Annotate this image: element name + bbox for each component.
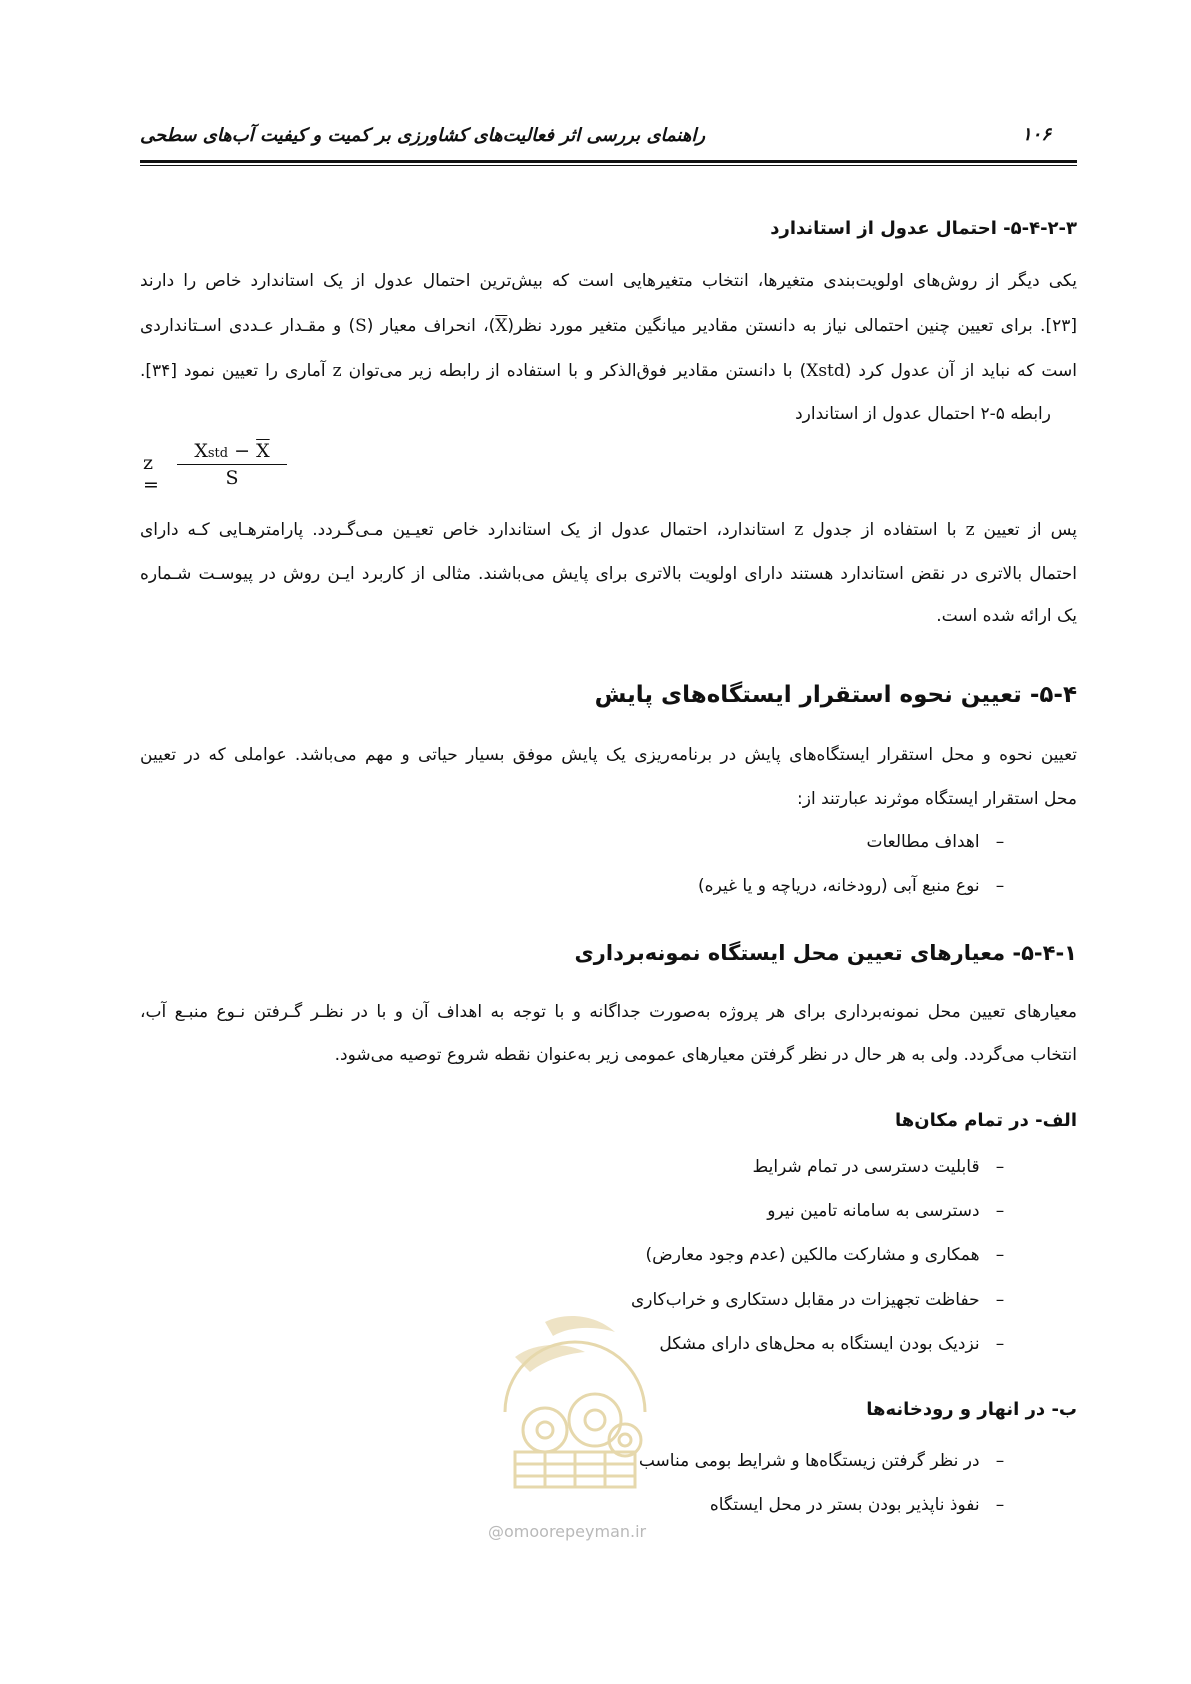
- paragraph-line: یک ارائه شده است.: [936, 606, 1077, 626]
- paragraph-line: معیارهای تعیین محل نمونه‌برداری برای هر پروژه به‌صورت جداگانه و با توجه به اهداف آن و با در نظـر گـرفتن نـوع منبـع آب،: [140, 1002, 1077, 1022]
- paragraph-line: تعیین نحوه و محل استقرار ایستگاه‌های پایش در برنامه‌ریزی یک پایش موفق بسیار حیاتی و مهم می‌باشد. عواملی که در تعیین: [140, 745, 1077, 765]
- list-item: – اهداف مطالعات: [866, 832, 1005, 852]
- header-rule-thin: [140, 165, 1077, 166]
- page-number: ۱۰۶: [1021, 124, 1051, 145]
- list-item: – نوع منبع آبی (رودخانه، دریاچه و یا غیره): [698, 876, 1005, 896]
- running-header-title: راهنمای بررسی اثر فعالیت‌های کشاورزی بر کمیت و کیفیت آب‌های سطحی: [140, 125, 706, 146]
- formula-numerator: Xstd − $\overline{X}$: [194, 440, 270, 462]
- watermark-url: @omoorepeyman.ir: [488, 1522, 647, 1541]
- heading-5-4-2-3: ۵-۴-۲-۳- احتمال عدول از استاندارد: [770, 218, 1077, 239]
- fraction-bar: [177, 464, 287, 465]
- list-item: – در نظر گرفتن زیستگاه‌ها و شرایط بومی مناسب: [638, 1451, 1005, 1471]
- paragraph-line: یکی دیگر از روش‌های اولویت‌بندی متغیرها، انتخاب متغیرهایی است که بیش‌ترین احتمال عدول از یک استاندارد خاص را دارند: [140, 271, 1077, 291]
- paragraph-line: انتخاب می‌گردد. ولی به هر حال در نظر گرفتن معیارهای عمومی زیر به‌عنوان نقطه شروع توصیه می‌شود.: [334, 1045, 1077, 1065]
- formula-lhs: z =: [143, 452, 159, 496]
- paragraph-line: [۲۳]. برای تعیین چنین احتمالی نیاز به دانستن مقادیر میانگین متغیر مورد نظر(X)، انحراف معیار (S) و مقـدار عـددی اسـتانداردی: [140, 316, 1077, 336]
- list-item: – دسترسی به سامانه تامین نیرو: [767, 1201, 1005, 1221]
- paragraph-line: محل استقرار ایستگاه موثرند عبارتند از:: [797, 789, 1077, 809]
- relation-caption: رابطه ۵-۲ احتمال عدول از استاندارد: [795, 404, 1051, 424]
- formula-fraction: [177, 440, 287, 489]
- paragraph-line: احتمال بالاتری در نقض استاندارد هستند دارای اولویت بالاتری برای پایش می‌باشند. مثالی از کاربرد ایـن روش در پیوسـت شـماره: [140, 564, 1077, 584]
- list-item: – قابلیت دسترسی در تمام شرایط: [752, 1157, 1005, 1177]
- list-item: – همکاری و مشارکت مالکین (عدم وجود معارض): [645, 1245, 1005, 1265]
- formula-denominator: S: [225, 467, 239, 489]
- watermark-logo: [475, 1302, 675, 1502]
- heading-5-4-1: ۵-۴-۱- معیارهای تعیین محل ایستگاه نمونه‌برداری: [574, 941, 1077, 965]
- list-item: – نفوذ ناپذیر بودن بستر در محل ایستگاه: [709, 1495, 1005, 1515]
- heading-5-4: ۵-۴- تعیین نحوه استقرار ایستگاه‌های پایش: [594, 682, 1077, 708]
- list-item: – نزدیک بودن ایستگاه به محل‌های دارای مشکل: [659, 1334, 1005, 1354]
- list-item: – حفاظت تجهیزات در مقابل دستکاری و خراب‌کاری: [630, 1290, 1005, 1310]
- paragraph-line: است که نباید از آن عدول کرد (Xstd) با دانستن مقادیر فوق‌الذکر و با استفاده از رابطه زیر می‌توان z آماری را تعیین نمود [۳۴].: [140, 361, 1078, 381]
- header-rule: [140, 160, 1077, 163]
- paragraph-line: پس از تعیین z با استفاده از جدول z استاندارد، احتمال عدول از یک استاندارد خاص تعیـین مـی‌گـردد. پارامترهـایی کـه دارای: [140, 520, 1078, 540]
- subheading-all-locations: الف- در تمام مکان‌ها: [895, 1110, 1077, 1131]
- subheading-rivers: ب- در انهار و رودخانه‌ها: [866, 1399, 1077, 1420]
